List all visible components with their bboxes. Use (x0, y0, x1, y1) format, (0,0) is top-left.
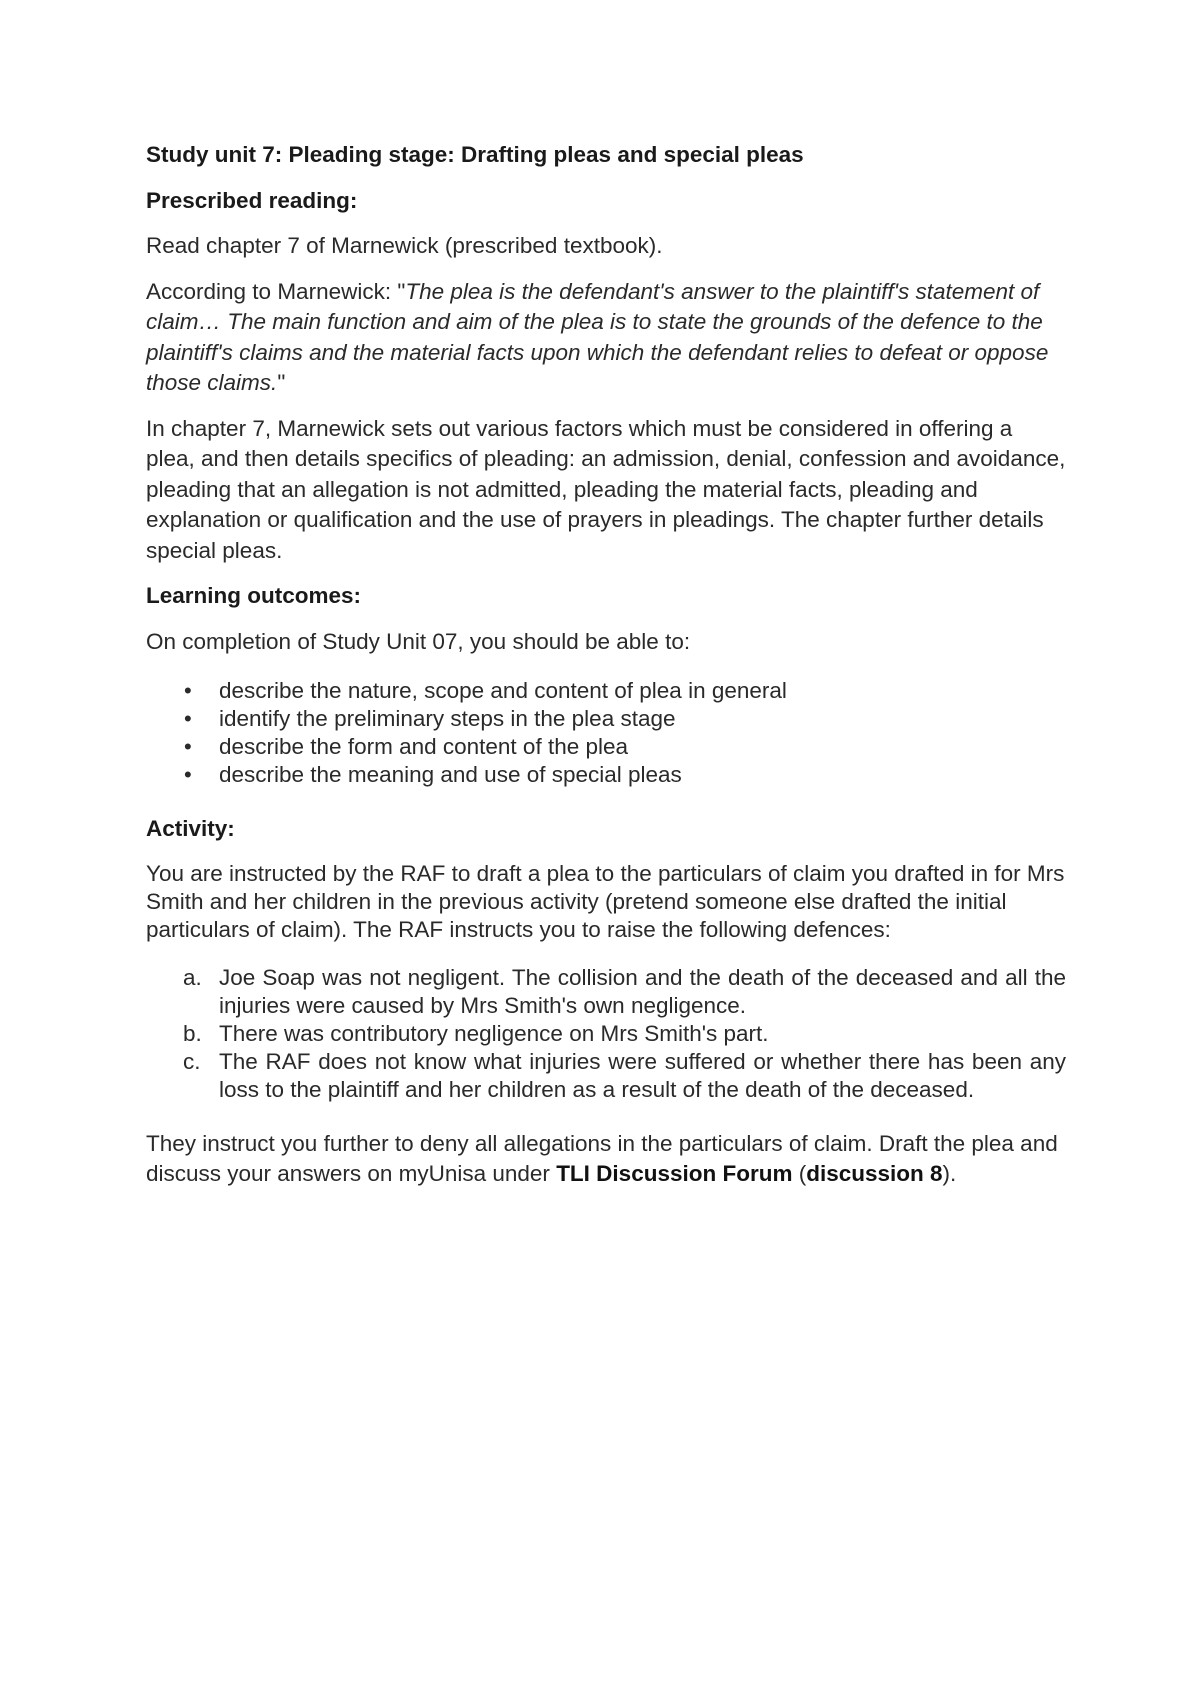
learning-outcomes-intro: On completion of Study Unit 07, you should be able to: (146, 628, 691, 654)
activity-intro: You are instructed by the RAF to draft a plea to the particulars of claim you drafted in for Mrs Smith and her children in the previous activity (pretend someone else drafted the initial particulars of claim). The RAF instructs you to raise the following defences: (146, 860, 1065, 942)
learning-outcomes-heading: Learning outcomes: (146, 583, 362, 608)
list-item: • describe the form and content of the plea (146, 733, 1066, 761)
paren-close: ). (942, 1161, 957, 1186)
list-marker: b. (183, 1020, 202, 1046)
prescribed-reading-heading: Prescribed reading: (146, 187, 358, 213)
closing-text: They instruct you further to deny all allegations in the particulars of claim. Draft the plea and discuss your answers on myUnisa under (146, 1130, 1058, 1186)
forum-name: TLI Discussion Forum (556, 1161, 793, 1186)
defences-list (146, 964, 1066, 1104)
paren-open: ( (792, 1161, 807, 1186)
quote-close: " (277, 370, 286, 395)
list-item (146, 964, 1066, 1020)
list-marker: a. (183, 964, 202, 990)
page-title: Study unit 7: Pleading stage: Drafting pleas and special pleas (146, 142, 804, 167)
chapter-summary: In chapter 7, Marnewick sets out various factors which must be considered in offering a plea, and then details specifics of pleading: an admission, denial, confession and avoidance, pleading that an allegation is not admitted, pleading the material facts, pleading and explanation or qualification and the use of prayers in pleadings. The chapter further details special pleas. (146, 415, 1066, 563)
document-page (146, 140, 1066, 1205)
learning-outcomes-list (146, 677, 1066, 789)
quote-italic-text: The plea is the defendant's answer to the plaintiff's statement of claim… The main function and aim of the plea is to state the grounds of the defence to the plaintiff's claims and the material facts upon which the defendant relies to defeat or oppose those claims. (146, 278, 1049, 395)
defence-text: There was contributory negligence on Mrs Smith's part. (219, 1020, 769, 1046)
discussion-number: discussion 8 (806, 1161, 943, 1186)
list-item: • describe the nature, scope and content of plea in general (146, 677, 1066, 705)
list-item (146, 1048, 1066, 1104)
defence-text: Joe Soap was not negligent. The collision and the death of the deceased and all the injuries were caused by Mrs Smith's own negligence. (219, 964, 1066, 1018)
list-item: • identify the preliminary steps in the plea stage (146, 705, 1066, 733)
quote-intro: According to Marnewick: " (146, 278, 406, 304)
list-marker: c. (183, 1048, 201, 1074)
list-item (146, 1020, 1066, 1048)
defence-text: The RAF does not know what injuries were suffered or whether there has been any loss to the plaintiff and her children as a result of the death of the deceased. (219, 1048, 1066, 1102)
list-item: • describe the meaning and use of special pleas (146, 761, 1066, 789)
activity-closing (146, 1129, 1066, 1190)
prescribed-reading-text: Read chapter 7 of Marnewick (prescribed textbook). (146, 233, 663, 258)
activity-heading: Activity: (146, 816, 235, 841)
marnewick-quote (146, 277, 1066, 399)
